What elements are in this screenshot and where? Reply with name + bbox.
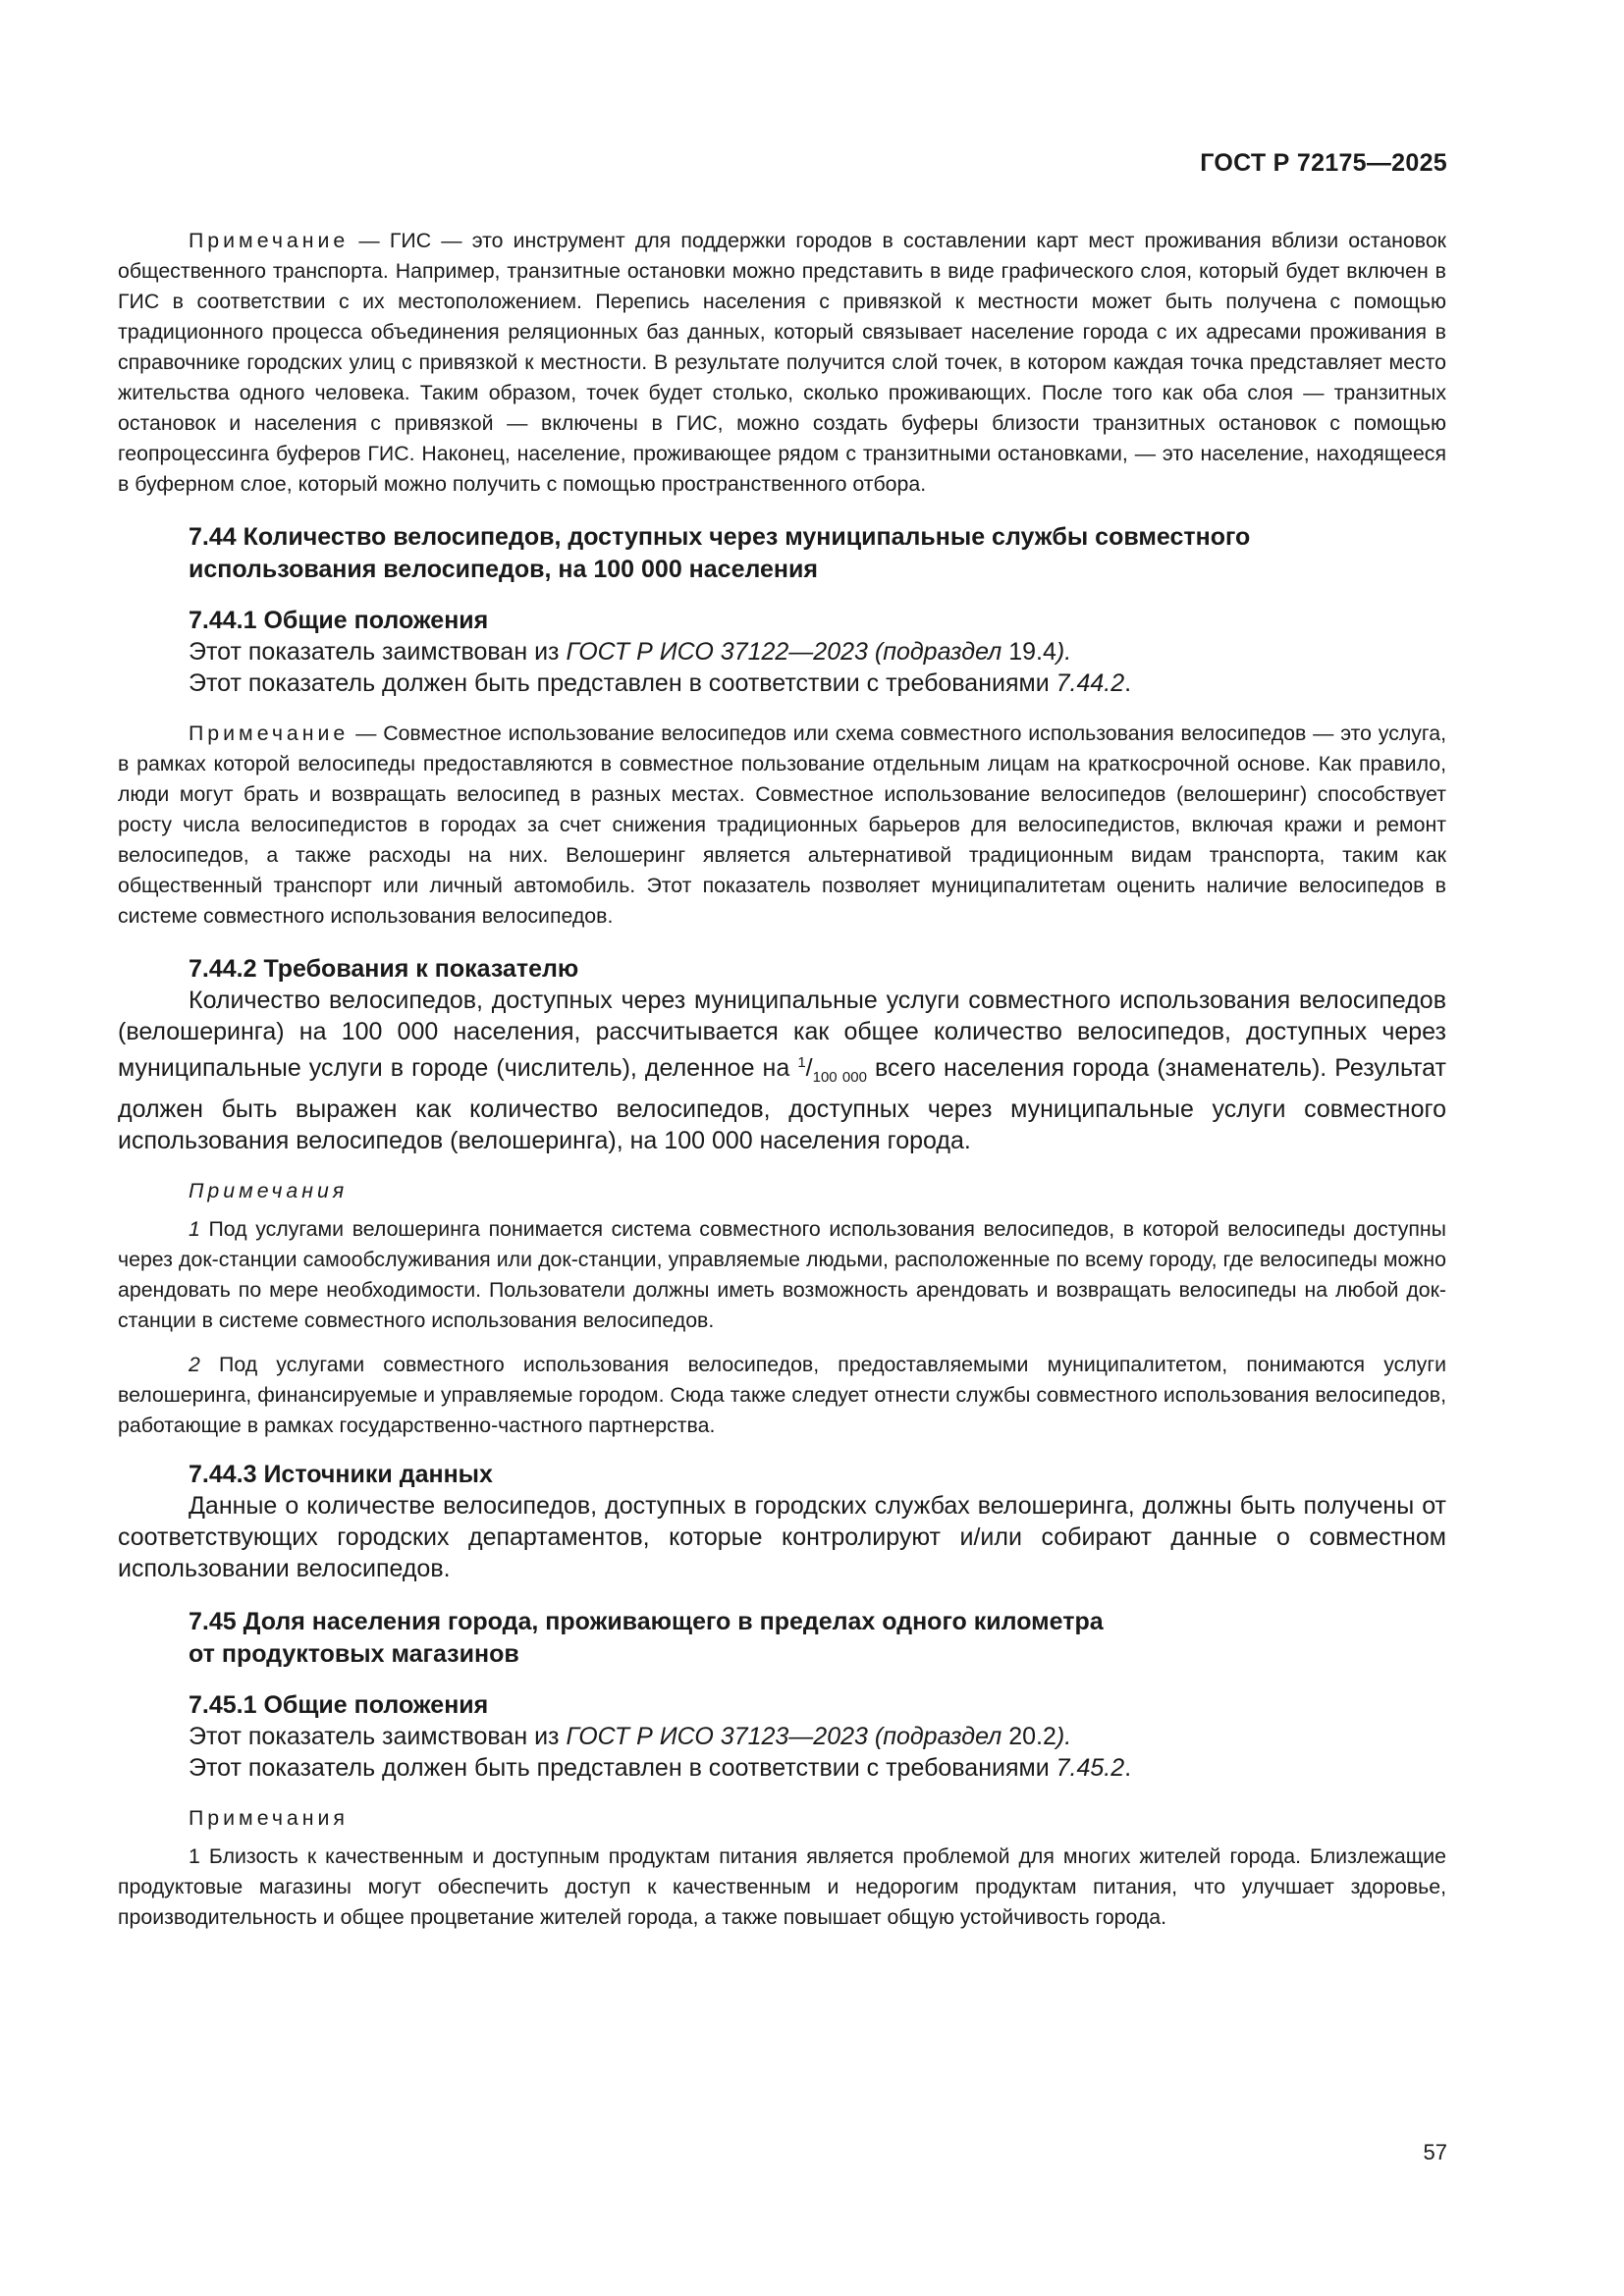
text: Этот показатель должен быть представлен в соответствии с требованиями — [189, 669, 1056, 697]
standard-reference: ГОСТ Р ИСО 37122—2023 (подраздел — [566, 638, 1002, 666]
page-number: 57 — [1423, 2140, 1447, 2164]
numbered-note — [118, 1214, 1446, 1336]
subsection-7-45-1 — [118, 1689, 1446, 1784]
requirements-reference-line — [118, 1752, 1446, 1784]
section-title-line: использования велосипедов, на 100 000 населения — [189, 556, 818, 583]
section-7-44-title — [118, 521, 1446, 586]
note-number: 1 — [189, 1844, 200, 1868]
page-content — [118, 226, 1446, 1947]
note-text: Под услугами велошеринга понимается система совместного использования велосипедов, в которой велосипеды доступны через док-станции самообслуживания или док-станции, управляемые людьми, расположенные по всему городу, где велосипеды можно арендовать по мере необходимости. Пользователи должны иметь возможность арендовать и возвращать велосипеды на любой док-станции в системе совместного использования велосипедов. — [118, 1217, 1446, 1332]
document-code-header: ГОСТ Р 72175—2025 — [1200, 149, 1447, 177]
text: 19.4 — [1001, 638, 1056, 666]
source-reference-line — [118, 636, 1446, 667]
clause-reference: 7.45.2 — [1056, 1754, 1125, 1782]
note-text: Под услугами совместного использования велосипедов, предоставляемыми муниципалитетом, понимаются услуги велошеринга, финансируемые и управляемые городом. Сюда также следует отнести службы совместного использования велосипедов, работающие в рамках государственно-частного партнерства. — [118, 1353, 1446, 1437]
numbered-note — [118, 1350, 1446, 1441]
requirement-paragraph — [118, 985, 1446, 1156]
subsection-title: 7.44.2 Требования к показателю — [189, 955, 579, 983]
gis-note-paragraph — [118, 226, 1446, 500]
note-number: 2 — [189, 1353, 200, 1376]
text: всего населения города (знаменатель). Результат должен быть выражен как количество велосипедов, доступных через муниципальные услуги совместного использования велосипедов (велошеринга), на 100 000 населения города. — [118, 1054, 1446, 1154]
subsection-title: 7.44.3 Источники данных — [189, 1461, 493, 1488]
fraction-denominator: 100 000 — [812, 1069, 867, 1086]
text: 20.2 — [1001, 1723, 1056, 1750]
standard-reference: ГОСТ Р ИСО 37123—2023 (подраздел — [566, 1723, 1002, 1750]
text: . — [1124, 669, 1132, 697]
notes-heading: Примечания — [189, 1179, 349, 1202]
notes-heading: Примечания — [189, 1806, 349, 1830]
requirements-reference-line — [118, 667, 1446, 699]
note-paragraph — [118, 719, 1446, 932]
note-paragraph — [118, 1350, 1446, 1441]
numbered-note — [118, 1842, 1446, 1933]
clause-reference: 7.44.2 — [1056, 669, 1125, 697]
note-number: 1 — [189, 1217, 200, 1241]
note-text: Близость к качественным и доступным продуктам питания является проблемой для многих жителей города. Близлежащие продуктовые магазины могут обеспечить доступ к качественным и недорогим продуктам питания, что улучшает здоровье, производительность и общее процветание жителей города, а также повышает общую устойчивость города. — [118, 1844, 1446, 1929]
note-text: — Совместное использование велосипедов или схема совместного использования велосипедов — это услуга, в рамках которой велосипеды предоставляются в совместное пользование отдельным лицам на краткосрочной основе. Как правило, люди могут брать и возвращать велосипед в разных местах. Совместное использование велосипедов (велошеринг) способствует росту числа велосипедистов в городах за счет снижения традиционных барьеров для велосипедистов, включая кражи и ремонт велосипедов, а также расходы на них. Велошеринг является альтернативой традиционным видам транспорта, таким как общественный транспорт или личный автомобиль. Этот показатель позволяет муниципалитетам оценить наличие велосипедов в системе совместного использования велосипедов. — [118, 721, 1446, 928]
source-reference-line — [118, 1721, 1446, 1752]
note-paragraph — [118, 1214, 1446, 1336]
data-sources-paragraph: Данные о количестве велосипедов, доступных в городских службах велошеринга, должны быть получены от соответствующих городских департаментов, которые контролируют и/или собирают данные о совместном использовании велосипедов. — [118, 1492, 1446, 1582]
text: Этот показатель заимствован из — [189, 1723, 567, 1750]
note-label: Примечание — [189, 721, 350, 745]
section-title-line: 7.45 Доля населения города, проживающего в пределах одного километра — [189, 1608, 1104, 1635]
subsection-7-44-2 — [118, 953, 1446, 1156]
subsection-7-44-1 — [118, 605, 1446, 699]
note-label: Примечание — [189, 229, 350, 252]
section-title-line: от продуктовых магазинов — [189, 1640, 519, 1668]
text: Количество велосипедов, доступных через муниципальные услуги совместного использования велосипедов (велошеринга) на 100 000 населения, рассчитывается как общее количество велосипедов, доступных через муниципальные услуги в городе (числитель), деленное на — [118, 987, 1446, 1082]
text: ). — [1056, 1723, 1072, 1750]
section-7-45-title — [118, 1606, 1446, 1671]
subsection-7-44-3 — [118, 1459, 1446, 1584]
text: ). — [1056, 638, 1072, 666]
section-title-line: 7.44 Количество велосипедов, доступных через муниципальные службы совместного — [189, 523, 1251, 551]
bike-sharing-note — [118, 719, 1446, 932]
note-paragraph — [118, 1842, 1446, 1933]
note-text: — ГИС — это инструмент для поддержки городов в составлении карт мест проживания вблизи остановок общественного транспорта. Например, транзитные остановки можно представить в виде графического слоя, который будет включен в ГИС в соответствии с их местоположением. Перепись населения с привязкой к местности может быть получена с помощью традиционного процесса объединения реляционных баз данных, который связывает население города с их адресами проживания в справочнике городских улиц с привязкой к местности. В результате получится слой точек, в котором каждая точка представляет место жительства одного человека. Таким образом, точек будет столько, сколько проживающих. После того как оба слоя — транзитных остановок и населения с привязкой — включены в ГИС, можно создать буферы близости транзитных остановок с помощью геопроцессинга буферов ГИС. Наконец, население, проживающее рядом с транзитными остановками, — это население, находящееся в буферном слое, который можно получить с помощью пространственного отбора. — [118, 229, 1446, 496]
text: Этот показатель заимствован из — [189, 638, 567, 666]
fraction-numerator: 1 — [797, 1054, 806, 1071]
text: Этот показатель должен быть представлен в соответствии с требованиями — [189, 1754, 1056, 1782]
gis-note — [118, 226, 1446, 500]
subsection-title: 7.44.1 Общие положения — [189, 607, 489, 634]
text: . — [1124, 1754, 1132, 1782]
subsection-title: 7.45.1 Общие положения — [189, 1691, 489, 1719]
fraction-slash: / — [805, 1054, 813, 1082]
